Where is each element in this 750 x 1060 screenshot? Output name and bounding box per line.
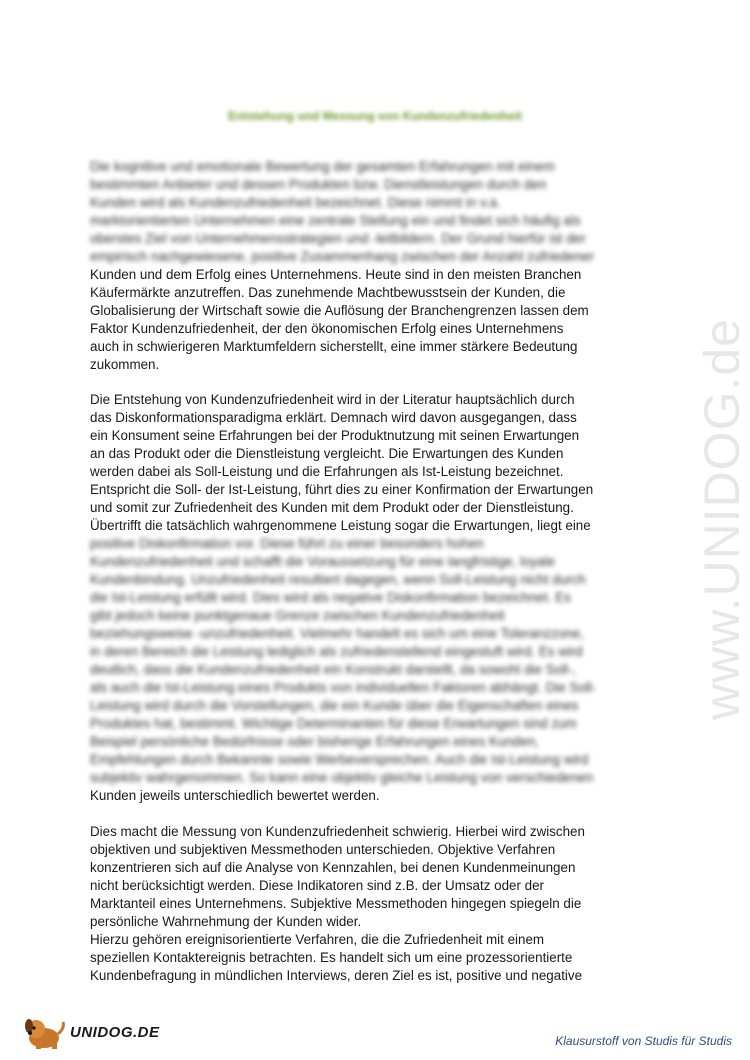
text-line: Hierzu gehören ereignisorientierte Verfahren, die die Zufriedenheit mit einem [90,932,545,947]
paragraph-2 [90,391,672,805]
text-line: objektiven und subjektiven Messmethoden unterschieden. Objektive Verfahren [90,842,556,857]
text-line: das Diskonformationsparadigma erklärt. Demnach wird davon ausgegangen, dass [90,410,577,425]
text-line: zukommen. [90,357,160,372]
text-line: Empfehlungen durch Bekannte sowie Werbeversprechen. Auch die Ist-Leistung wird [90,752,589,767]
paragraph-3 [90,823,672,985]
text-line: Kundenzufriedenheit und schafft die Voraussetzung für eine langfristige, loyale [90,554,556,569]
dog-icon [22,1016,66,1050]
unidog-logo[interactable] [22,1014,160,1054]
text-line: empirisch nachgewiesene, positive Zusammenhang zwischen der Anzahl zufriedener [90,249,594,264]
text-line: Die kognitive und emotionale Bewertung der gesamten Erfahrungen mit einem [90,159,555,174]
text-line: auch in schwierigeren Marktumfeldern sicherstellt, eine immer stärkere Bedeutung [90,339,578,354]
text-line: Globalisierung der Wirtschaft sowie die Auflösung der Branchengrenzen lassen dem [90,303,589,318]
text-line: Leistung wird durch die Vorstellungen, die ein Kunde über die Eigenschaften eines [90,698,579,713]
paragraph-1 [90,158,672,374]
text-line: Kunden und dem Erfolg eines Unternehmens. Heute sind in den meisten Branchen [90,267,582,282]
text-line: gibt jedoch keine punktgenaue Grenze zwischen Kundenzufriedenheit [90,608,505,623]
text-line: bestimmten Anbieter und dessen Produkten bzw. Dienstleistungen durch den [90,177,547,192]
text-line: Marktanteil eines Unternehmens. Subjektive Messmethoden hingegen spiegeln die [90,896,582,911]
text-line: Kunden jeweils unterschiedlich bewertet werden. [90,788,380,803]
text-line: in deren Bereich die Leistung lediglich als zufriedenstellend eingestuft wird. Es wird [90,644,583,659]
text-line: Käufermärkte anzutreffen. Das zunehmende Machtbewusstsein der Kunden, die [90,285,566,300]
text-line: deutlich, dass die Kundenzufriedenheit ein Konstrukt darstellt, da sowohl die Soll-, [90,662,577,677]
text-line: persönliche Wahrnehmung der Kunden wider. [90,914,362,929]
text-line: oberstes Ziel von Unternehmensstrategien und -leitbildern. Der Grund hierfür ist der [90,231,586,246]
text-line: beziehungsweise -unzufriedenheit. Vielmehr handelt es sich um eine Toleranzzone, [90,626,584,641]
text-line: Faktor Kundenzufriedenheit, der den ökonomischen Erfolg eines Unternehmens [90,321,564,336]
text-line: konzentrieren sich auf die Analyse von Kennzahlen, bei denen Kundenmeinungen [90,860,576,875]
text-line: Produktes hat, bestimmt. Wichtige Determinanten für diese Erwartungen sind zum [90,716,577,731]
text-line: Kundenbindung. Unzufriedenheit resultiert dagegen, wenn Soll-Leistung nicht durch [90,572,586,587]
text-line: Übertrifft die tatsächlich wahrgenommene Leistung sogar die Erwartungen, liegt eine [90,518,591,533]
text-line: ein Konsument seine Erfahrungen bei der Produktnutzung mit seinen Erwartungen [90,428,580,443]
text-line: speziellen Kontaktereignis betrachten. Es handelt sich um eine prozessorientierte [90,950,573,965]
footer-slogan: Klausurstoff von Studis für Studis [555,1034,732,1048]
text-line: Kundenbefragung in mündlichen Interviews, deren Ziel es ist, positive und negative [90,968,583,983]
document-title: Entstehung und Messung von Kundenzufriedenheit [228,109,522,123]
text-line: an das Produkt oder die Dienstleistung vergleicht. Die Erwartungen des Kunden [90,446,564,461]
text-line: werden dabei als Soll-Leistung und die Erfahrungen als Ist-Leistung bezeichnet. [90,464,564,479]
logo-text: UNIDOG.DE [70,1024,160,1041]
text-line: als auch die Ist-Leistung eines Produkts von individuellen Faktoren abhängt. Die Soll- [90,680,597,695]
text-line: subjektiv wahrgenommen. So kann eine objektiv gleiche Leistung von verschiedenen [90,770,594,785]
text-line: Kunden wird als Kundenzufriedenheit bezeichnet. Diese nimmt in v.a. [90,195,501,210]
text-line: und somit zur Zufriedenheit des Kunden mit dem Produkt oder der Dienstleistung. [90,500,574,515]
watermark-text: www.UNIDOG.de [694,318,750,720]
text-line: positive Diskonfirmation vor. Diese führt zu einer besonders hohen [90,536,484,551]
text-line: nicht berücksichtigt werden. Diese Indikatoren sind z.B. der Umsatz oder der [90,878,545,893]
text-line: Die Entstehung von Kundenzufriedenheit wird in der Literatur hauptsächlich durch [90,392,575,407]
text-line: Beispiel persönliche Bedürfnisse oder bisherige Erfahrungen eines Kunden, [90,734,539,749]
text-line: Dies macht die Messung von Kundenzufriedenheit schwierig. Hierbei wird zwischen [90,824,585,839]
text-line: Entspricht die Soll- der Ist-Leistung, führt dies zu einer Konfirmation der Erwartungen [90,482,594,497]
text-line: die Ist-Leistung erfüllt wird. Dies wird als negative Diskonfirmation bezeichnet. Es [90,590,571,605]
text-line: marktorientierten Unternehmen eine zentrale Stellung ein und findet sich häufig als [90,213,581,228]
